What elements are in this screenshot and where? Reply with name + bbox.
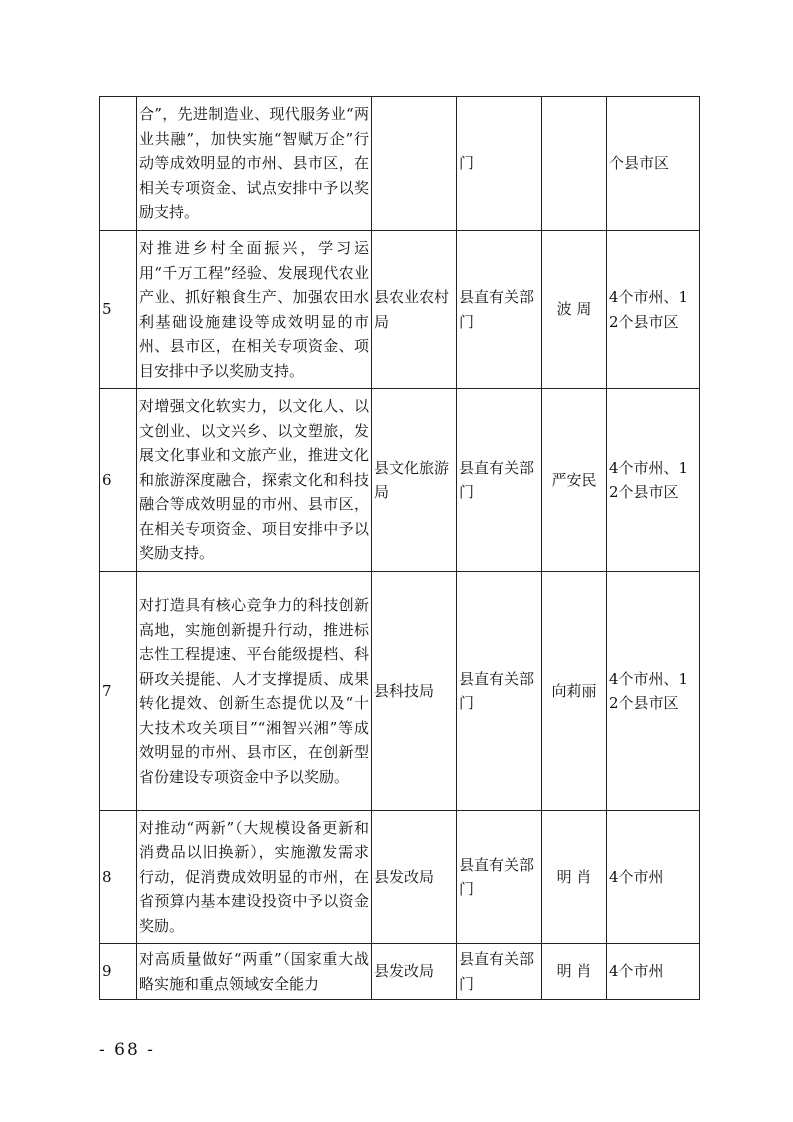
row-number bbox=[100, 97, 137, 231]
lead-department: 县发改局 bbox=[372, 944, 457, 1000]
award-scope: 4个市州、12个县市区 bbox=[607, 572, 700, 811]
award-scope: 4个市州、12个县市区 bbox=[607, 231, 700, 389]
lead-department: 县发改局 bbox=[372, 811, 457, 944]
lead-department: 县农业农村局 bbox=[372, 231, 457, 389]
cooperating-department: 县直有关部门 bbox=[457, 231, 542, 389]
policy-description: 对增强文化软实力，以文化人、以文创业、以文兴乡、以文塑旅，发展文化事业和文旅产业，推进文化和旅游深度融合，探索文化和科技融合等成效明显的市州、县市区，在相关专项资金、项目安排中予以奖励支持。 bbox=[137, 389, 372, 572]
award-scope: 个县市区 bbox=[607, 97, 700, 231]
lead-department: 县文化旅游局 bbox=[372, 389, 457, 572]
policy-table bbox=[99, 96, 700, 1000]
responsible-person bbox=[542, 97, 607, 231]
cooperating-department: 县直有关部门 bbox=[457, 811, 542, 944]
row-number: 8 bbox=[100, 811, 137, 944]
policy-description: 对打造具有核心竞争力的科技创新高地，实施创新提升行动，推进标志性工程提速、平台能级提档、科研攻关提能、人才支撑提质、成果转化提效、创新生态提优以及“十大技术攻关项目”“湘智兴湘”等成效明显的市州、县市区，在创新型省份建设专项资金中予以奖励。 bbox=[137, 572, 372, 811]
cooperating-department: 县直有关部门 bbox=[457, 944, 542, 1000]
table-row bbox=[100, 389, 700, 572]
award-scope: 4个市州 bbox=[607, 944, 700, 1000]
table-row bbox=[100, 811, 700, 944]
table-row bbox=[100, 572, 700, 811]
table-row bbox=[100, 944, 700, 1000]
policy-description: 合”，先进制造业、现代服务业“两业共融”，加快实施“智赋万企”行动等成效明显的市州、县市区，在相关专项资金、试点安排中予以奖励支持。 bbox=[137, 97, 372, 231]
responsible-person: 波 周 bbox=[542, 231, 607, 389]
page-number: - 68 - bbox=[99, 1040, 155, 1060]
table-row bbox=[100, 97, 700, 231]
policy-description: 对推进乡村全面振兴，学习运用“千万工程”经验、发展现代农业产业、抓好粮食生产、加强农田水利基础设施建设等成效明显的市州、县市区，在相关专项资金、项目安排中予以奖励支持。 bbox=[137, 231, 372, 389]
cooperating-department: 县直有关部门 bbox=[457, 389, 542, 572]
responsible-person: 向莉丽 bbox=[542, 572, 607, 811]
row-number: 5 bbox=[100, 231, 137, 389]
responsible-person: 明 肖 bbox=[542, 811, 607, 944]
row-number: 7 bbox=[100, 572, 137, 811]
lead-department bbox=[372, 97, 457, 231]
policy-description: 对高质量做好“两重”（国家重大战略实施和重点领域安全能力 bbox=[137, 944, 372, 1000]
policy-description: 对推动“两新”（大规模设备更新和消费品以旧换新），实施激发需求行动，促消费成效明显的市州，在省预算内基本建设投资中予以资金奖励。 bbox=[137, 811, 372, 944]
cooperating-department: 门 bbox=[457, 97, 542, 231]
responsible-person: 明 肖 bbox=[542, 944, 607, 1000]
row-number: 6 bbox=[100, 389, 137, 572]
cooperating-department: 县直有关部门 bbox=[457, 572, 542, 811]
lead-department: 县科技局 bbox=[372, 572, 457, 811]
award-scope: 4个市州 bbox=[607, 811, 700, 944]
responsible-person: 严安民 bbox=[542, 389, 607, 572]
table-row bbox=[100, 231, 700, 389]
row-number: 9 bbox=[100, 944, 137, 1000]
award-scope: 4个市州、12个县市区 bbox=[607, 389, 700, 572]
